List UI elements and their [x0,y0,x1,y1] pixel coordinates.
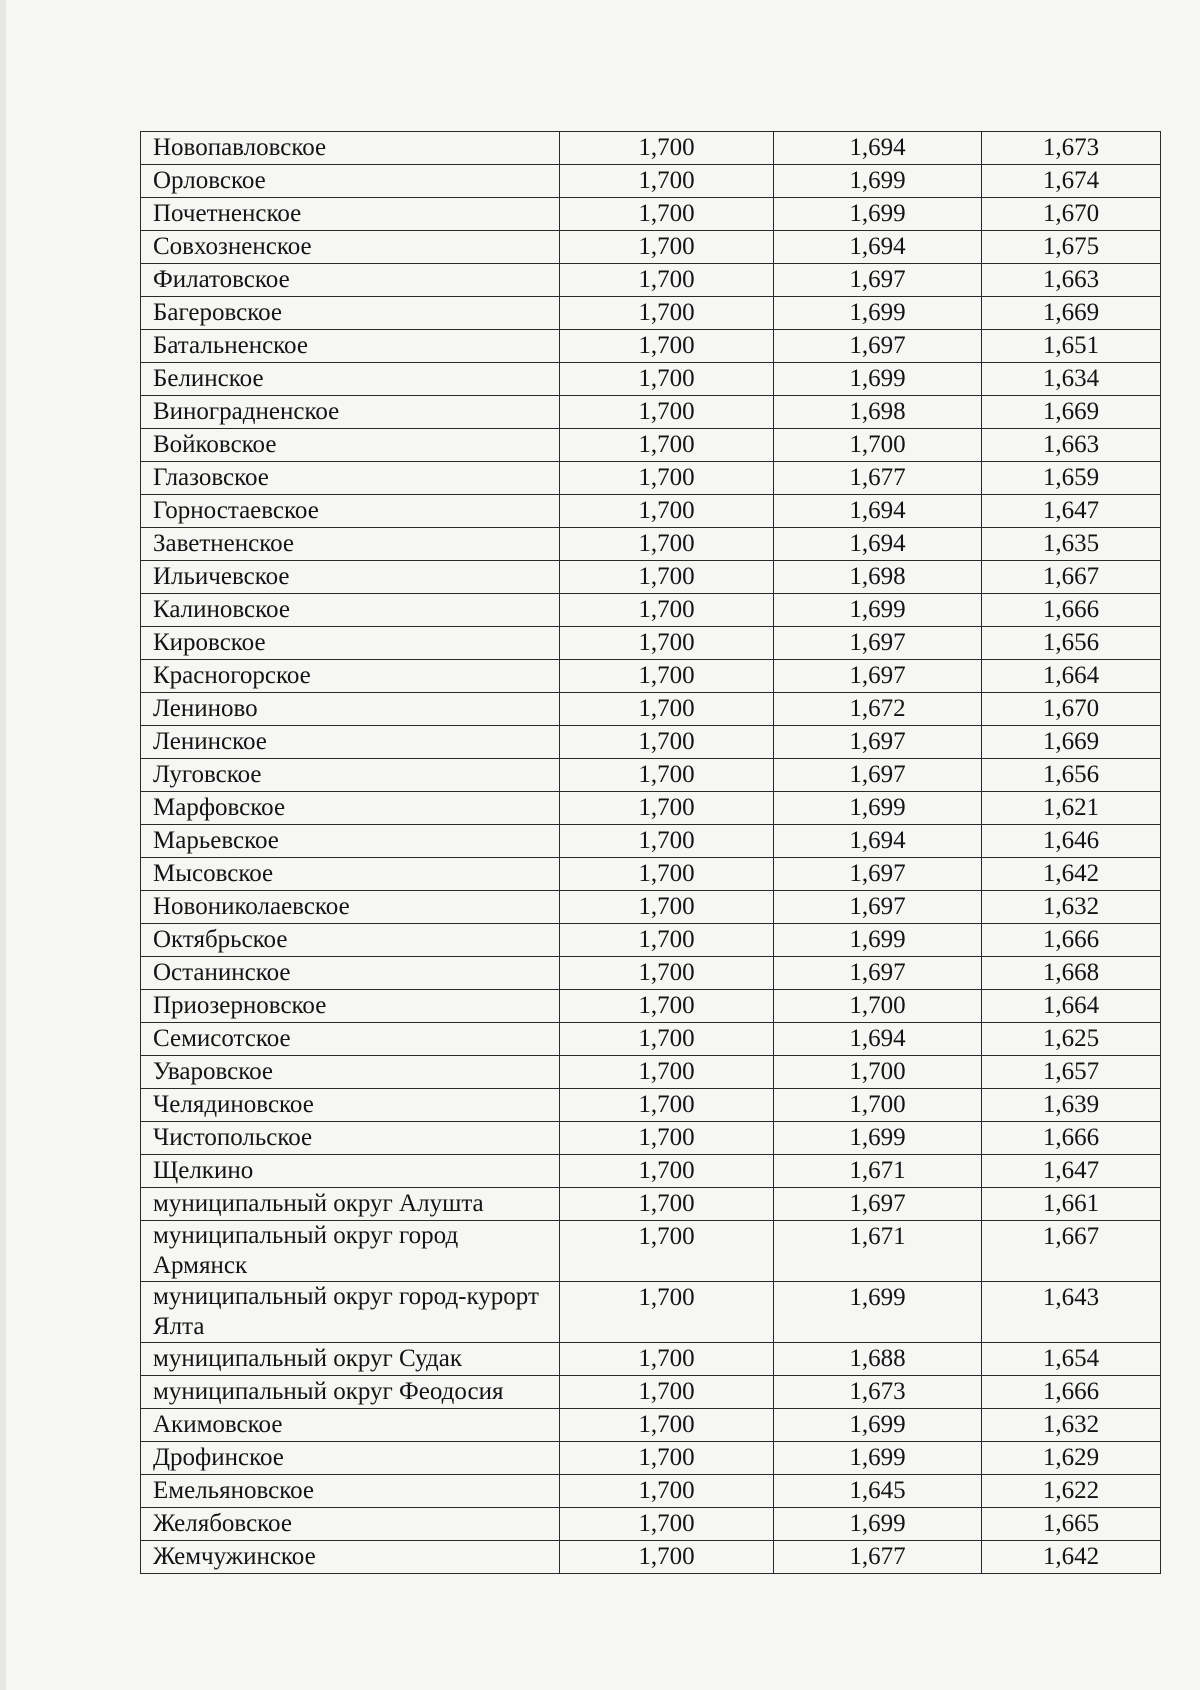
value-cell-3: 1,664 [982,990,1161,1023]
value-cell-1: 1,700 [560,594,774,627]
municipality-name-cell: Ильичевское [141,561,560,594]
value-cell-1: 1,700 [560,1122,774,1155]
value-cell-2: 1,694 [774,1023,982,1056]
value-cell-3: 1,667 [982,1221,1161,1282]
municipality-name-cell: Виноградненское [141,396,560,429]
value-cell-2: 1,697 [774,627,982,660]
table-row [141,957,1161,990]
value-cell-2: 1,697 [774,660,982,693]
value-cell-2: 1,699 [774,297,982,330]
value-cell-3: 1,634 [982,363,1161,396]
table-row [141,1442,1161,1475]
value-cell-1: 1,700 [560,1155,774,1188]
table-row [141,396,1161,429]
municipality-name-cell: Калиновское [141,594,560,627]
value-cell-2: 1,699 [774,792,982,825]
table-row [141,858,1161,891]
value-cell-1: 1,700 [560,396,774,429]
municipality-name-cell: Горностаевское [141,495,560,528]
municipality-name-cell: Семисотское [141,1023,560,1056]
value-cell-1: 1,700 [560,924,774,957]
value-cell-3: 1,673 [982,132,1161,165]
municipality-name-cell: Филатовское [141,264,560,297]
value-cell-3: 1,666 [982,594,1161,627]
table-row [141,1282,1161,1343]
value-cell-1: 1,700 [560,495,774,528]
value-cell-1: 1,700 [560,330,774,363]
table-row [141,1056,1161,1089]
municipality-name-cell: Октябрьское [141,924,560,957]
value-cell-2: 1,699 [774,1442,982,1475]
value-cell-2: 1,672 [774,693,982,726]
value-cell-1: 1,700 [560,1221,774,1282]
value-cell-2: 1,699 [774,1508,982,1541]
value-cell-1: 1,700 [560,957,774,990]
municipality-name-cell: Щелкино [141,1155,560,1188]
value-cell-3: 1,657 [982,1056,1161,1089]
value-cell-3: 1,646 [982,825,1161,858]
value-cell-1: 1,700 [560,297,774,330]
value-cell-1: 1,700 [560,264,774,297]
value-cell-3: 1,632 [982,1409,1161,1442]
value-cell-3: 1,675 [982,231,1161,264]
table-row [141,1475,1161,1508]
value-cell-1: 1,700 [560,759,774,792]
municipality-name-cell: Луговское [141,759,560,792]
table-row [141,297,1161,330]
value-cell-3: 1,665 [982,1508,1161,1541]
municipality-name-cell: Останинское [141,957,560,990]
value-cell-3: 1,661 [982,1188,1161,1221]
table-body [141,132,1161,1574]
value-cell-1: 1,700 [560,462,774,495]
value-cell-1: 1,700 [560,627,774,660]
table-row [141,1343,1161,1376]
municipality-name-cell: Уваровское [141,1056,560,1089]
table-row [141,1023,1161,1056]
coefficients-table [140,131,1161,1574]
municipality-name-cell: Мысовское [141,858,560,891]
value-cell-3: 1,629 [982,1442,1161,1475]
municipality-name-cell: Приозерновское [141,990,560,1023]
value-cell-2: 1,699 [774,1122,982,1155]
value-cell-2: 1,673 [774,1376,982,1409]
value-cell-3: 1,621 [982,792,1161,825]
value-cell-1: 1,700 [560,1508,774,1541]
value-cell-3: 1,622 [982,1475,1161,1508]
table-row [141,792,1161,825]
value-cell-1: 1,700 [560,1541,774,1574]
municipality-name-cell: Ленинское [141,726,560,759]
table-row [141,495,1161,528]
municipality-name-cell: Акимовское [141,1409,560,1442]
table-row [141,1155,1161,1188]
value-cell-1: 1,700 [560,792,774,825]
value-cell-2: 1,700 [774,990,982,1023]
value-cell-3: 1,647 [982,495,1161,528]
value-cell-1: 1,700 [560,198,774,231]
municipality-name-cell: Чистопольское [141,1122,560,1155]
municipality-name-cell: Новопавловское [141,132,560,165]
value-cell-1: 1,700 [560,561,774,594]
value-cell-1: 1,700 [560,1188,774,1221]
value-cell-3: 1,656 [982,759,1161,792]
value-cell-2: 1,688 [774,1343,982,1376]
value-cell-1: 1,700 [560,990,774,1023]
value-cell-2: 1,697 [774,957,982,990]
value-cell-2: 1,697 [774,759,982,792]
value-cell-2: 1,694 [774,231,982,264]
value-cell-1: 1,700 [560,528,774,561]
value-cell-1: 1,700 [560,231,774,264]
value-cell-3: 1,659 [982,462,1161,495]
municipality-name-cell: Войковское [141,429,560,462]
municipality-name-cell: Багеровское [141,297,560,330]
value-cell-2: 1,699 [774,1282,982,1343]
table-row [141,429,1161,462]
value-cell-2: 1,699 [774,363,982,396]
municipality-name-cell: Кировское [141,627,560,660]
value-cell-2: 1,700 [774,1056,982,1089]
value-cell-1: 1,700 [560,1343,774,1376]
table-row [141,198,1161,231]
table-row [141,627,1161,660]
value-cell-2: 1,699 [774,198,982,231]
table-row [141,528,1161,561]
table-row [141,264,1161,297]
municipality-name-cell: Лениново [141,693,560,726]
table-row [141,1122,1161,1155]
value-cell-2: 1,699 [774,165,982,198]
value-cell-1: 1,700 [560,825,774,858]
value-cell-1: 1,700 [560,1089,774,1122]
value-cell-2: 1,699 [774,924,982,957]
municipality-name-cell: муниципальный округ город Армянск [141,1221,560,1282]
table-row [141,1089,1161,1122]
table-row [141,1541,1161,1574]
value-cell-2: 1,645 [774,1475,982,1508]
table-row [141,363,1161,396]
value-cell-3: 1,654 [982,1343,1161,1376]
value-cell-3: 1,663 [982,429,1161,462]
table-row [141,660,1161,693]
municipality-name-cell: Совхозненское [141,231,560,264]
value-cell-1: 1,700 [560,891,774,924]
table-row [141,825,1161,858]
value-cell-2: 1,694 [774,132,982,165]
value-cell-1: 1,700 [560,429,774,462]
value-cell-1: 1,700 [560,1475,774,1508]
table-row [141,759,1161,792]
value-cell-3: 1,666 [982,1122,1161,1155]
table-row [141,726,1161,759]
value-cell-1: 1,700 [560,363,774,396]
value-cell-3: 1,670 [982,198,1161,231]
table-row [141,1376,1161,1409]
value-cell-1: 1,700 [560,1056,774,1089]
value-cell-2: 1,697 [774,891,982,924]
municipality-name-cell: муниципальный округ город-курорт Ялта [141,1282,560,1343]
value-cell-1: 1,700 [560,132,774,165]
municipality-name-cell: Красногорское [141,660,560,693]
value-cell-3: 1,643 [982,1282,1161,1343]
value-cell-2: 1,677 [774,1541,982,1574]
value-cell-3: 1,647 [982,1155,1161,1188]
value-cell-2: 1,677 [774,462,982,495]
value-cell-3: 1,632 [982,891,1161,924]
municipality-name-cell: Орловское [141,165,560,198]
value-cell-2: 1,694 [774,528,982,561]
value-cell-1: 1,700 [560,660,774,693]
value-cell-3: 1,642 [982,1541,1161,1574]
municipality-name-cell: Почетненское [141,198,560,231]
value-cell-2: 1,697 [774,726,982,759]
value-cell-3: 1,666 [982,1376,1161,1409]
value-cell-3: 1,663 [982,264,1161,297]
municipality-name-cell: Глазовское [141,462,560,495]
table-row [141,693,1161,726]
value-cell-3: 1,635 [982,528,1161,561]
scan-edge [0,0,6,1690]
table-row [141,1188,1161,1221]
value-cell-1: 1,700 [560,693,774,726]
value-cell-3: 1,669 [982,297,1161,330]
value-cell-2: 1,699 [774,594,982,627]
value-cell-3: 1,668 [982,957,1161,990]
value-cell-2: 1,700 [774,429,982,462]
value-cell-2: 1,671 [774,1155,982,1188]
value-cell-3: 1,667 [982,561,1161,594]
value-cell-1: 1,700 [560,726,774,759]
value-cell-3: 1,670 [982,693,1161,726]
value-cell-3: 1,656 [982,627,1161,660]
value-cell-3: 1,666 [982,924,1161,957]
table-row [141,231,1161,264]
municipality-name-cell: муниципальный округ Феодосия [141,1376,560,1409]
municipality-name-cell: муниципальный округ Судак [141,1343,560,1376]
table-row [141,561,1161,594]
municipality-name-cell: Марфовское [141,792,560,825]
value-cell-2: 1,698 [774,396,982,429]
value-cell-3: 1,639 [982,1089,1161,1122]
value-cell-2: 1,671 [774,1221,982,1282]
value-cell-2: 1,697 [774,330,982,363]
municipality-name-cell: Заветненское [141,528,560,561]
value-cell-3: 1,664 [982,660,1161,693]
value-cell-2: 1,697 [774,264,982,297]
table-row [141,1508,1161,1541]
value-cell-1: 1,700 [560,1442,774,1475]
value-cell-1: 1,700 [560,165,774,198]
municipality-name-cell: муниципальный округ Алушта [141,1188,560,1221]
value-cell-2: 1,699 [774,1409,982,1442]
municipality-name-cell: Дрофинское [141,1442,560,1475]
value-cell-1: 1,700 [560,1409,774,1442]
value-cell-2: 1,700 [774,1089,982,1122]
value-cell-2: 1,698 [774,561,982,594]
table-row [141,924,1161,957]
table-row [141,330,1161,363]
value-cell-2: 1,694 [774,825,982,858]
value-cell-2: 1,694 [774,495,982,528]
municipality-name-cell: Новониколаевское [141,891,560,924]
municipality-name-cell: Белинское [141,363,560,396]
table-row [141,1221,1161,1282]
municipality-name-cell: Челядиновское [141,1089,560,1122]
table-row [141,132,1161,165]
value-cell-1: 1,700 [560,858,774,891]
value-cell-3: 1,674 [982,165,1161,198]
municipality-name-cell: Жемчужинское [141,1541,560,1574]
value-cell-3: 1,642 [982,858,1161,891]
table-row [141,990,1161,1023]
value-cell-3: 1,625 [982,1023,1161,1056]
value-cell-3: 1,669 [982,396,1161,429]
value-cell-1: 1,700 [560,1023,774,1056]
value-cell-3: 1,651 [982,330,1161,363]
municipality-name-cell: Батальненское [141,330,560,363]
value-cell-2: 1,697 [774,1188,982,1221]
municipality-name-cell: Емельяновское [141,1475,560,1508]
municipality-name-cell: Желябовское [141,1508,560,1541]
value-cell-1: 1,700 [560,1376,774,1409]
value-cell-2: 1,697 [774,858,982,891]
table-row [141,462,1161,495]
table-row [141,594,1161,627]
value-cell-3: 1,669 [982,726,1161,759]
table-row [141,891,1161,924]
value-cell-1: 1,700 [560,1282,774,1343]
table-row [141,1409,1161,1442]
municipality-name-cell: Марьевское [141,825,560,858]
table-row [141,165,1161,198]
